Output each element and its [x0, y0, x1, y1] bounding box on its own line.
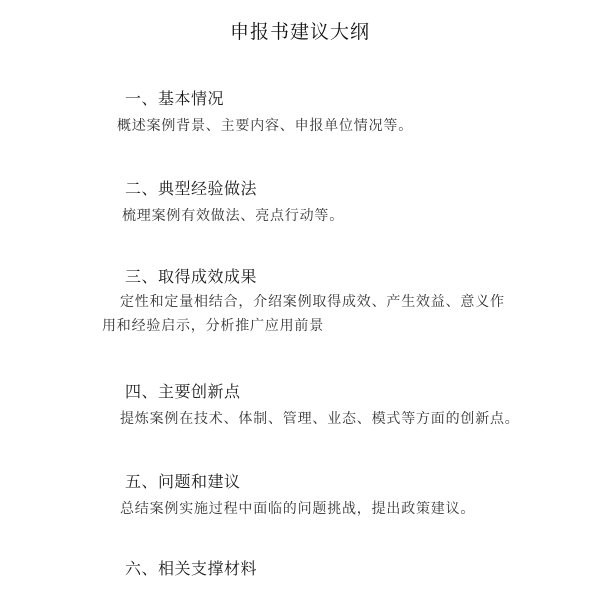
document-title: 申报书建议大纲	[229, 21, 370, 43]
section-body-line: 概述案例背景、主要内容、申报单位情况等。	[117, 118, 413, 134]
section-heading: 六、相关支撑材料	[125, 559, 258, 578]
section-heading: 一、基本情况	[125, 89, 225, 108]
section-body-line: 总结案例实施过程中面临的问题挑战，提出政策建议。	[120, 501, 476, 517]
section-body-line: 定性和定量相结合，介绍案例取得成效、产生效益、意义作	[120, 294, 505, 310]
section-heading: 四、主要创新点	[125, 382, 241, 401]
section-heading: 三、取得成效成果	[125, 267, 258, 286]
section-body-line: 提炼案例在技术、体制、管理、业态、模式等方面的创新点。	[120, 411, 520, 427]
section-body-line: 梳理案例有效做法、亮点行动等。	[122, 208, 344, 224]
section-heading: 五、问题和建议	[125, 472, 241, 491]
section-heading: 二、典型经验做法	[125, 179, 258, 198]
section-body-line: 用和经验启示，分析推广应用前景	[102, 318, 324, 334]
